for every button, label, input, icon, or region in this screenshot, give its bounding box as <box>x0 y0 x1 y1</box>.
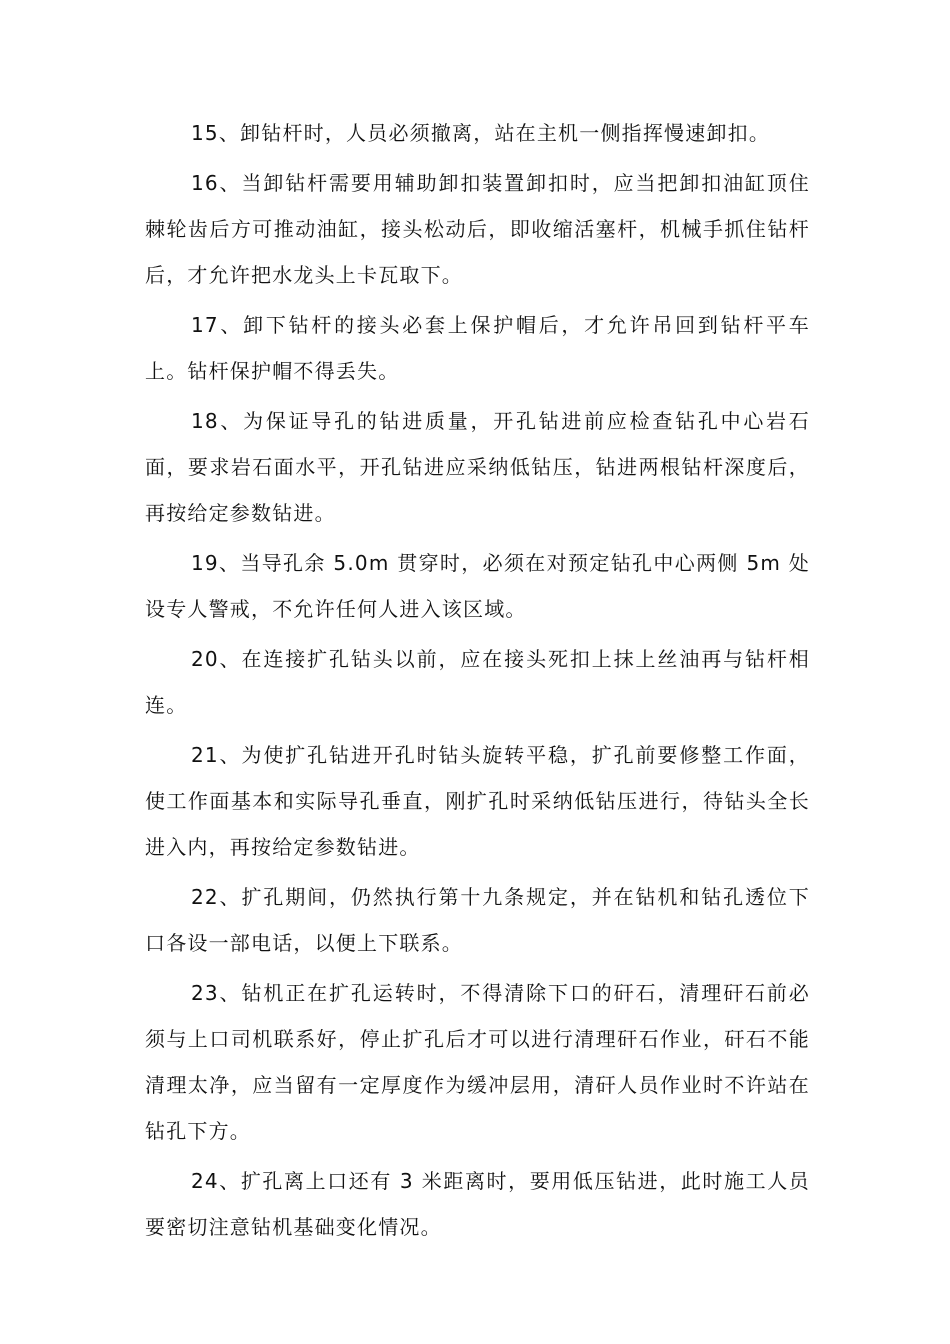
paragraph-20: 20、在连接扩孔钻头以前，应在接头死扣上抹上丝油再与钻杆相连。 <box>145 647 810 717</box>
paragraph-16: 16、当卸钻杆需要用辅助卸扣装置卸扣时，应当把卸扣油缸顶住棘轮齿后方可推动油缸，接头松动后，即收缩活塞杆，机械手抓住钻杆后，才允许把水龙头上卡瓦取下。 <box>145 171 810 287</box>
paragraph-17: 17、卸下钻杆的接头必套上保护帽后，才允许吊回到钻杆平车上。钻杆保护帽不得丢失。 <box>145 313 810 383</box>
paragraph-15: 15、卸钻杆时，人员必须撤离，站在主机一侧指挥慢速卸扣。 <box>191 121 771 145</box>
paragraph-19: 19、当导孔余 5.0m 贯穿时，必须在对预定钻孔中心两侧 5m 处设专人警戒，不允许任何人进入该区域。 <box>145 551 810 621</box>
paragraph-18: 18、为保证导孔的钻进质量，开孔钻进前应检查钻孔中心岩石面，要求岩石面水平，开孔钻进应采纳低钻压，钻进两根钻杆深度后，再按给定参数钻进。 <box>145 409 810 525</box>
paragraph-21: 21、为使扩孔钻进开孔时钻头旋转平稳，扩孔前要修整工作面，使工作面基本和实际导孔垂直，刚扩孔时采纳低钻压进行，待钻头全长进入内，再按给定参数钻进。 <box>145 743 810 859</box>
paragraph-23: 23、钻机正在扩孔运转时，不得清除下口的矸石，清理矸石前必须与上口司机联系好，停止扩孔后才可以进行清理矸石作业，矸石不能清理太净，应当留有一定厚度作为缓冲层用，清矸人员作业时不许站在钻孔下方。 <box>145 981 810 1143</box>
document-body <box>145 110 810 1254</box>
paragraph-24: 24、扩孔离上口还有 3 米距离时，要用低压钻进，此时施工人员要密切注意钻机基础变化情况。 <box>145 1169 810 1239</box>
paragraph-22: 22、扩孔期间，仍然执行第十九条规定，并在钻机和钻孔透位下口各设一部电话，以便上下联系。 <box>145 885 810 955</box>
